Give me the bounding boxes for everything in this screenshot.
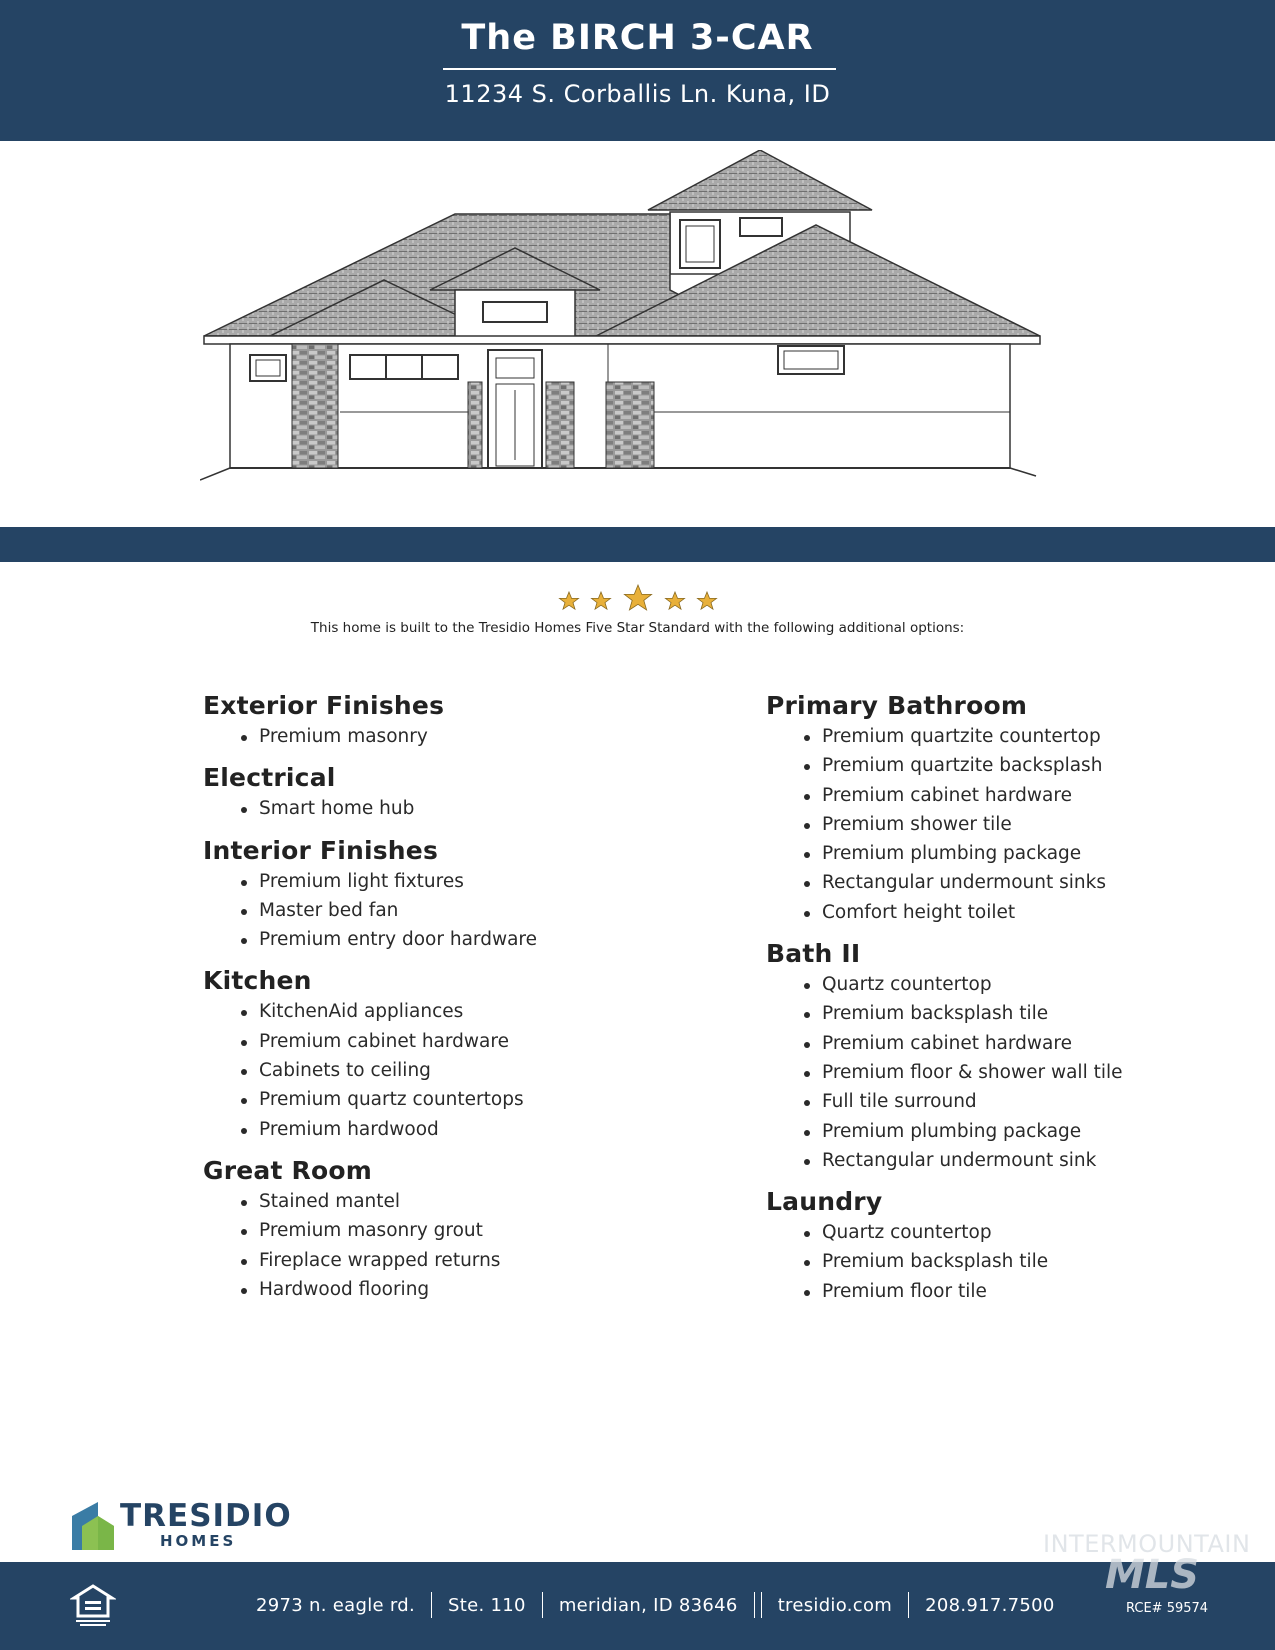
watermark-line2: MLS xyxy=(1105,1552,1200,1598)
option-item: Stained mantel xyxy=(239,1187,703,1216)
option-list xyxy=(239,1187,703,1304)
star-icon xyxy=(560,592,579,609)
rce-number: RCE# 59574 xyxy=(1126,1601,1209,1616)
option-list xyxy=(239,997,703,1143)
footer-suite: Ste. 110 xyxy=(448,1594,526,1616)
option-section xyxy=(203,762,703,823)
house-logo-icon xyxy=(72,1502,116,1550)
option-list xyxy=(239,722,703,751)
option-item: Rectangular undermount sinks xyxy=(802,868,1226,897)
option-item: Smart home hub xyxy=(239,794,703,823)
option-item: Premium hardwood xyxy=(239,1115,703,1144)
option-item: Premium plumbing package xyxy=(802,1117,1226,1146)
option-list xyxy=(802,1218,1226,1306)
option-item: Premium light fixtures xyxy=(239,867,703,896)
option-section xyxy=(203,835,703,955)
logo-brand-text: TRESIDIO xyxy=(120,1498,292,1534)
option-item: Premium cabinet hardware xyxy=(802,1029,1226,1058)
options-column-right xyxy=(766,690,1226,1317)
option-item: Premium cabinet hardware xyxy=(802,781,1226,810)
option-item: Premium entry door hardware xyxy=(239,925,703,954)
option-item: Rectangular undermount sink xyxy=(802,1146,1226,1175)
header-banner xyxy=(0,0,1275,141)
option-list xyxy=(802,970,1226,1175)
option-section xyxy=(766,938,1226,1175)
property-address: 11234 S. Corballis Ln. Kuna, ID xyxy=(444,80,831,108)
option-item: Premium plumbing package xyxy=(802,839,1226,868)
section-heading: Electrical xyxy=(203,763,336,793)
contact-info xyxy=(240,1590,1071,1620)
logo-sub-text: HOMES xyxy=(160,1532,237,1550)
footer-phone[interactable]: 208.917.7500 xyxy=(925,1594,1055,1616)
option-item: Hardwood flooring xyxy=(239,1275,703,1304)
tresidio-logo xyxy=(72,1498,292,1556)
option-item: Full tile surround xyxy=(802,1087,1226,1116)
footer-website-link[interactable]: tresidio.com xyxy=(777,1594,893,1616)
option-item: KitchenAid appliances xyxy=(239,997,703,1026)
mls-watermark xyxy=(1043,1530,1273,1600)
equal-housing-icon xyxy=(70,1584,116,1628)
option-item: Premium quartzite backsplash xyxy=(802,751,1226,780)
option-list xyxy=(239,794,703,823)
option-section xyxy=(766,690,1226,927)
star-icon xyxy=(666,592,685,609)
option-item: Premium quartz countertops xyxy=(239,1085,703,1114)
page-title: The BIRCH 3-CAR xyxy=(461,18,814,58)
watermark-line1: INTERMOUNTAIN xyxy=(1043,1530,1251,1558)
option-section xyxy=(203,690,703,751)
option-item: Fireplace wrapped returns xyxy=(239,1246,703,1275)
option-item: Premium masonry grout xyxy=(239,1216,703,1245)
section-heading: Bath II xyxy=(766,939,861,969)
option-item: Premium floor & shower wall tile xyxy=(802,1058,1226,1087)
footer-address: 2973 n. eagle rd. xyxy=(256,1594,416,1616)
title-underline xyxy=(443,68,836,70)
star-icon xyxy=(698,592,717,609)
options-column-left xyxy=(203,690,703,1315)
option-item: Premium masonry xyxy=(239,722,703,751)
option-section xyxy=(766,1186,1226,1306)
star-icon xyxy=(592,592,611,609)
option-item: Premium backsplash tile xyxy=(802,1247,1226,1276)
option-list xyxy=(802,722,1226,927)
five-star-rating xyxy=(555,584,725,620)
option-item: Cabinets to ceiling xyxy=(239,1056,703,1085)
option-section xyxy=(203,1155,703,1304)
section-heading: Great Room xyxy=(203,1155,372,1185)
section-heading: Laundry xyxy=(766,1187,883,1217)
option-item: Quartz countertop xyxy=(802,1218,1226,1247)
section-heading: Primary Bathroom xyxy=(766,691,1028,720)
option-list xyxy=(239,867,703,955)
section-heading: Interior Finishes xyxy=(203,835,439,865)
option-item: Premium backsplash tile xyxy=(802,999,1226,1028)
option-item: Comfort height toilet xyxy=(802,898,1226,927)
separator xyxy=(754,1592,755,1618)
star-icon-large xyxy=(624,585,651,610)
option-item: Premium cabinet hardware xyxy=(239,1027,703,1056)
option-item: Master bed fan xyxy=(239,896,703,925)
section-heading: Kitchen xyxy=(203,966,312,996)
option-item: Premium shower tile xyxy=(802,810,1226,839)
house-elevation-drawing xyxy=(200,150,1100,510)
option-section xyxy=(203,965,703,1143)
standard-intro-text: This home is built to the Tresidio Homes Five Star Standard with the following additional options: xyxy=(310,620,965,636)
option-item: Quartz countertop xyxy=(802,970,1226,999)
footer-city: meridian, ID 83646 xyxy=(558,1594,738,1616)
option-item: Premium floor tile xyxy=(802,1277,1226,1306)
divider-band xyxy=(0,527,1275,562)
option-item: Premium quartzite countertop xyxy=(802,722,1226,751)
section-heading: Exterior Finishes xyxy=(203,691,445,720)
